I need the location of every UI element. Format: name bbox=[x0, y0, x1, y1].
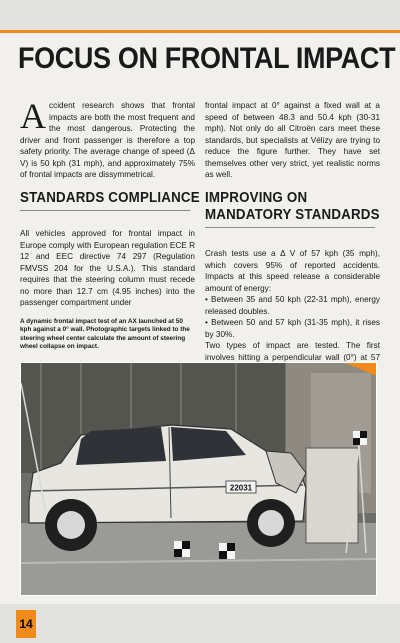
intro-right-text: frontal impact at 0° against a fixed wall at a speed of between 48.3 and 50.4 kph (30-31 mph). Not only do all Citroën cars meet these standards, but specialists at Vélizy are trying to reduce the figure further. They have set themselves other very strict, yet realistic norms as well. bbox=[205, 101, 380, 179]
crash-test-illustration bbox=[21, 363, 376, 595]
improving-heading-line1: IMPROVING ON bbox=[205, 190, 308, 206]
photo-corner-accent bbox=[343, 362, 377, 376]
footer-band bbox=[0, 604, 400, 643]
crash-test-photo bbox=[20, 362, 377, 596]
license-plate: 22031 bbox=[229, 483, 253, 493]
improving-para2: Two types of impact are tested. The first involves hitting a perpendicular wall (0°) at 57 bbox=[205, 341, 380, 362]
intro-left-text: ccident research shows that frontal impacts are both the most frequent and the most dangerous. Protecting the driver and front passenger is therefore a top safety priority. The average change of speed (Δ V) is 50 kph (31 mph), and approximately 75% of frontal impacts are dissymmetrical. bbox=[20, 101, 195, 179]
drop-cap: A bbox=[20, 96, 46, 136]
intro-left-column bbox=[20, 96, 195, 181]
photo-caption: A dynamic frontal impact test of an AX launched at 50 kph against a 0° wall. Photographic targets linked to the steering wheel center calculate the amount of steering wheel collapse on impact. bbox=[20, 318, 190, 351]
improving-bullet1: • Between 35 and 50 kph (22-31 mph), energy released doubles. bbox=[205, 295, 380, 316]
compliance-text: All vehicles approved for frontal impact in Europe comply with European regulation ECE R 12 and EEC directive 74 297 (Regulation FMVSS 204 for the U.S.A.). This standard requires that the steering column must recede no more than 12.7 cm (4.95 inches) into the passenger compartment under bbox=[20, 229, 195, 307]
improving-heading-line2: MANDATORY STANDARDS bbox=[205, 207, 380, 223]
improving-para1: Crash tests use a Δ V of 57 kph (35 mph), which covers 95% of reported accidents. Impacts at this speed release a considerable amount of energy: bbox=[205, 249, 380, 293]
improving-column bbox=[205, 248, 380, 375]
standards-compliance-heading: STANDARDS COMPLIANCE bbox=[20, 190, 190, 211]
page-number: 14 bbox=[16, 610, 36, 638]
header-band bbox=[0, 0, 400, 30]
improving-heading bbox=[205, 190, 380, 228]
improving-bullet2: • Between 50 and 57 kph (31-35 mph), it rises by 30%. bbox=[205, 318, 380, 339]
page-title: FOCUS ON FRONTAL IMPACT bbox=[18, 42, 396, 75]
header-accent-rule bbox=[0, 30, 400, 33]
